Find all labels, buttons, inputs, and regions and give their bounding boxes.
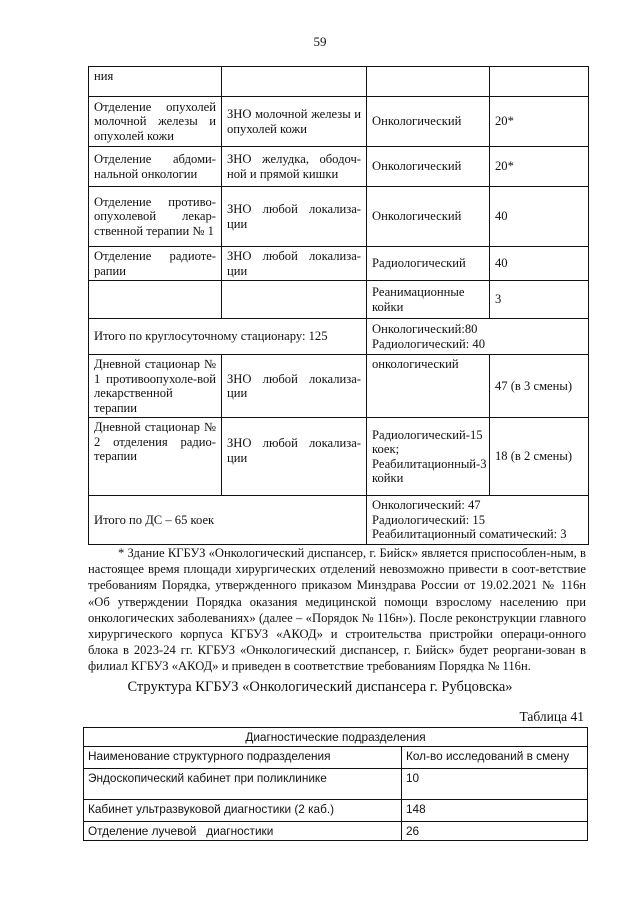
table-row xyxy=(89,418,589,496)
table-row xyxy=(89,67,589,97)
table-row xyxy=(84,769,588,800)
breakdown-line: Радиологический: 15 xyxy=(372,512,486,527)
bed-profile-cell: Онкологический xyxy=(367,187,490,247)
bed-profile-cell: Радиологический-15 коек; Реабилитационный-3 койки xyxy=(367,418,490,496)
column-header: Наименование структурного подразделения xyxy=(84,747,402,769)
total-round-clock-row xyxy=(89,319,589,355)
bed-count-cell: 18 (в 2 смены) xyxy=(490,418,589,496)
breakdown-line: Онкологический:80 xyxy=(372,322,478,336)
total-day-label: Итого по ДС – 65 коек xyxy=(89,496,367,545)
profile-cell xyxy=(222,67,367,97)
diagnostics-table xyxy=(83,727,588,841)
count-cell: 26 xyxy=(402,822,588,841)
count-cell: 148 xyxy=(402,800,588,822)
department-cell: Отделение абдоми-нальной онкологии xyxy=(89,147,222,187)
bed-count-cell: 20* xyxy=(490,147,589,187)
page-number: 59 xyxy=(313,34,327,49)
count-cell: 10 xyxy=(402,769,588,800)
total-day-row xyxy=(89,496,589,545)
bed-profile-cell: онкологический xyxy=(367,355,490,418)
department-cell xyxy=(89,281,222,319)
table-row xyxy=(89,147,589,187)
unit-name-cell: Кабинет ультразвуковой диагностики (2 каб.) xyxy=(84,800,402,822)
total-round-clock-breakdown xyxy=(367,319,589,355)
table-row xyxy=(84,800,588,822)
table-header-row xyxy=(84,747,588,769)
footnote xyxy=(88,545,586,675)
bed-profile-cell: Онкологический xyxy=(367,97,490,147)
bed-count-cell: 47 (в 3 смены) xyxy=(490,355,589,418)
footnote-text: * Здание КГБУЗ «Онкологический диспансер, г. Бийск» является приспособлен-ным, в настоящее время площади хирургических отделений невозможно привести в соот-ветствие требованиям Порядка, утвержденного приказом Минздрава России от 19.02.2021 № 116н «Об утверждении Порядка оказания медицинской помощи взрослому населению при онкологических заболеваниях» (далее – «Порядок № 116н»). После реконструкции главного хирургического корпуса КГБУЗ «АКОД» и строительства пристройки операци-онного блока в 2023-24 гг. КГБУЗ «Онкологический диспансер, г. Бийск» будет реоргани-зован в филиал КГБУЗ «АКОД» и приведен в соответствие требованиям Порядка № 116н. xyxy=(88,546,586,674)
bed-profile-cell: Радиологический xyxy=(367,247,490,281)
table-row xyxy=(84,822,588,841)
section-heading: Структура КГБУЗ «Онкологический диспансера г. Рубцовска» xyxy=(127,679,513,695)
total-round-clock-label: Итого по круглосуточному стационару: 125 xyxy=(89,319,367,355)
department-cell: Дневной стационар № 1 противоопухоле-вой лекарственной терапии xyxy=(89,355,222,418)
table-row xyxy=(89,355,589,418)
bed-count-cell: 40 xyxy=(490,247,589,281)
bed-count-cell: 3 xyxy=(490,281,589,319)
profile-cell xyxy=(222,281,367,319)
table-row xyxy=(89,187,589,247)
profile-cell: ЗНО любой локализа-ции xyxy=(222,247,367,281)
table-row xyxy=(89,281,589,319)
bed-count-cell: 20* xyxy=(490,97,589,147)
unit-name-cell: Отделение лучевой диагностики xyxy=(84,822,402,841)
bed-count-cell xyxy=(490,67,589,97)
total-day-breakdown xyxy=(367,496,589,545)
profile-cell: ЗНО желудка, ободоч-ной и прямой кишки xyxy=(222,147,367,187)
table-section-row xyxy=(84,728,588,747)
department-cell: Отделение противо-опухолевой лекар-ственной терапии № 1 xyxy=(89,187,222,247)
section-title: Диагностические подразделения xyxy=(84,728,588,747)
bed-count-cell: 40 xyxy=(490,187,589,247)
profile-cell: ЗНО любой локализа-ции xyxy=(222,355,367,418)
department-cell: ния xyxy=(89,67,222,97)
breakdown-line: Радиологический: 40 xyxy=(372,336,486,351)
table-label: Таблица 41 xyxy=(519,709,584,724)
bed-profile-cell: Онкологический xyxy=(367,147,490,187)
profile-cell: ЗНО любой локализа-ции xyxy=(222,187,367,247)
department-cell: Отделение опухолей молочной железы и опухолей кожи xyxy=(89,97,222,147)
profile-cell: ЗНО любой локализа-ции xyxy=(222,418,367,496)
breakdown-line: Реабилитационный соматический: 3 xyxy=(372,527,567,541)
department-cell: Отделение радиоте-рапии xyxy=(89,247,222,281)
bed-profile-cell: Реанимационные койки xyxy=(367,281,490,319)
department-cell: Дневной стационар № 2 отделения радио-терапии xyxy=(89,418,222,496)
column-header: Кол-во исследований в смену xyxy=(402,747,588,769)
bed-profile-cell xyxy=(367,67,490,97)
profile-cell: ЗНО молочной железы и опухолей кожи xyxy=(222,97,367,147)
table-row xyxy=(89,97,589,147)
table-row xyxy=(89,247,589,281)
breakdown-line: Онкологический: 47 xyxy=(372,498,481,512)
departments-table xyxy=(88,66,589,545)
unit-name-cell: Эндоскопический кабинет при поликлинике xyxy=(84,769,402,800)
